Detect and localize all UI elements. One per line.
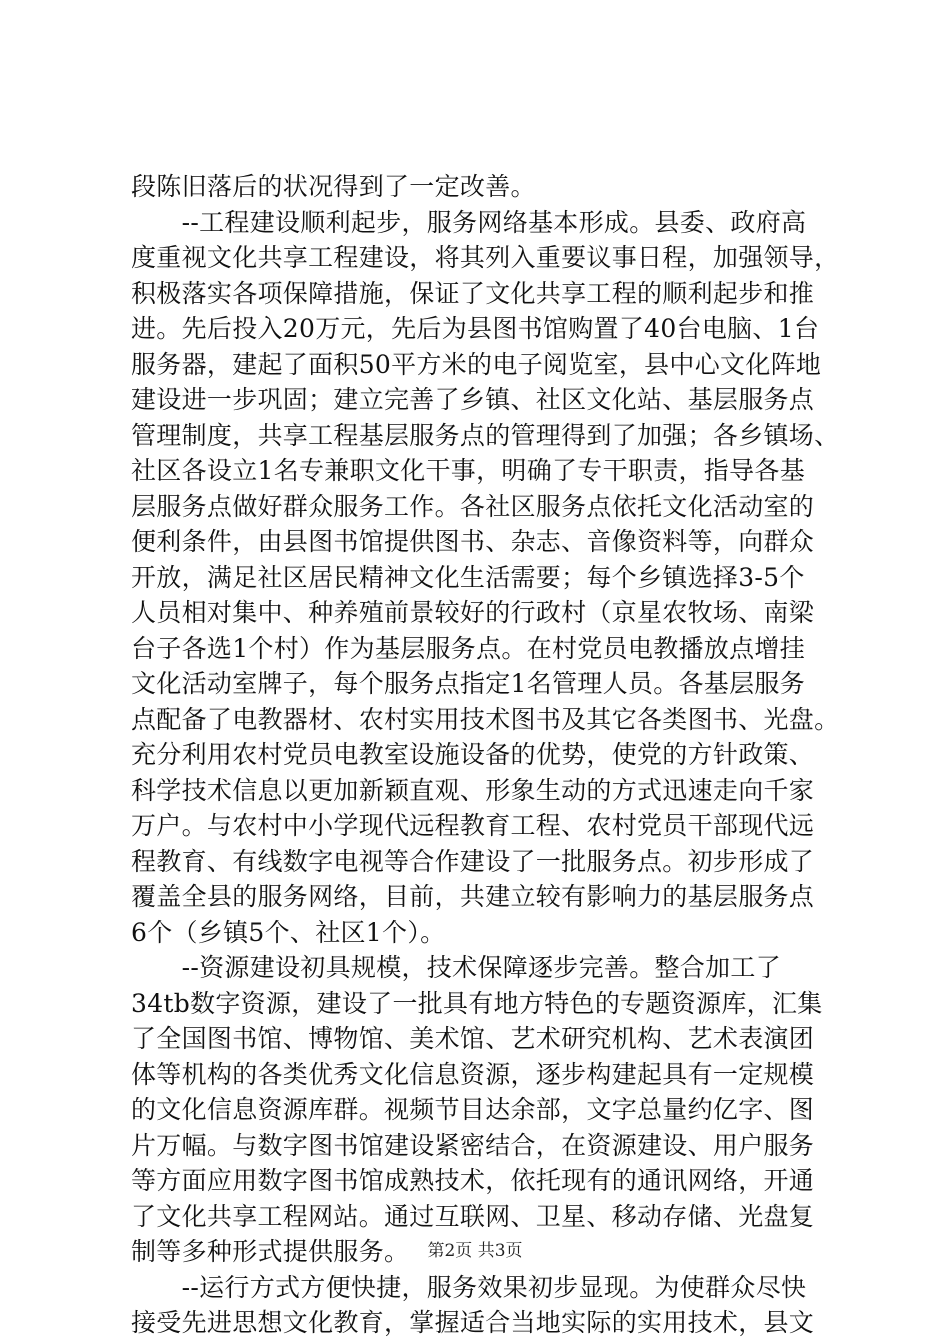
text-line: 科学技术信息以更加新颖直观、形象生动的方式迅速走向千家 <box>131 775 815 805</box>
text-line: 充分利用农村党员电教室设施设备的优势，使党的方针政策、 <box>131 740 815 769</box>
text-line: 台子各选1个村）作为基层服务点。在村党员电教播放点增挂 <box>131 633 806 663</box>
text-line: --工程建设顺利起步，服务网络基本形成。县委、政府高 <box>131 207 807 237</box>
text-line: 文化活动室牌子，每个服务点指定1名管理人员。各基层服务 <box>131 669 806 698</box>
text-line: 社区各设立1名专兼职文化干事，明确了专干职责，指导各基 <box>131 456 806 485</box>
text-line: 片万幅。与数字图书馆建设紧密结合，在资源建设、用户服务 <box>131 1130 815 1160</box>
text-line: 建设进一步巩固；建立完善了乡镇、社区文化站、基层服务点 <box>131 385 815 414</box>
text-line: 开放，满足社区居民精神文化生活需要；每个乡镇选择3-5个 <box>131 562 805 592</box>
text-line: 万户。与农村中小学现代远程教育工程、农村党员干部现代远 <box>131 811 815 840</box>
text-line: 进。先后投入20万元，先后为县图书馆购置了40台电脑、1台 <box>131 314 820 343</box>
page-number-footer: 第2页 共3页 <box>427 1241 523 1261</box>
text-line: 等方面应用数字图书馆成熟技术，依托现有的通讯网络，开通 <box>131 1166 815 1195</box>
text-line: 便利条件，由县图书馆提供图书、杂志、音像资料等，向群众 <box>131 527 815 556</box>
text-line: 度重视文化共享工程建设，将其列入重要议事日程，加强领导， <box>131 243 840 272</box>
text-line: --资源建设初具规模，技术保障逐步完善。整合加工了 <box>131 953 781 982</box>
text-line: 的文化信息资源库群。视频节目达余部，文字总量约亿字、图 <box>131 1095 815 1124</box>
text-line: 制等多种形式提供服务。 <box>131 1237 410 1266</box>
text-line: 接受先进思想文化教育，掌握适合当地实际的实用技术，县文 <box>131 1308 815 1337</box>
document-body <box>131 169 840 1341</box>
text-line: --运行方式方便快捷，服务效果初步显现。为使群众尽快 <box>131 1272 807 1302</box>
text-line: 人员相对集中、种养殖前景较好的行政村（京星农牧场、南梁 <box>131 598 815 627</box>
text-line: 体等机构的各类优秀文化信息资源，逐步构建起具有一定规模 <box>131 1059 815 1089</box>
text-line: 积极落实各项保障措施，保证了文化共享工程的顺利起步和推 <box>131 278 815 308</box>
text-line: 6个（乡镇5个、社区1个）。 <box>131 917 446 947</box>
text-line: 层服务点做好群众服务工作。各社区服务点依托文化活动室的 <box>131 491 815 521</box>
text-line: 程教育、有线数字电视等合作建设了一批服务点。初步形成了 <box>131 846 815 876</box>
text-line: 了全国图书馆、博物馆、美术馆、艺术研究机构、艺术表演团 <box>131 1024 815 1053</box>
text-line: 点配备了电教器材、农村实用技术图书及其它各类图书、光盘。 <box>131 704 840 734</box>
text-line: 段陈旧落后的状况得到了一定改善。 <box>131 172 536 201</box>
text-line: 了文化共享工程网站。通过互联网、卫星、移动存储、光盘复 <box>131 1201 815 1231</box>
text-line: 服务器，建起了面积50平方米的电子阅览室，县中心文化阵地 <box>131 349 822 379</box>
text-line: 34tb数字资源，建设了一批具有地方特色的专题资源库，汇集 <box>131 988 823 1018</box>
text-line: 管理制度，共享工程基层服务点的管理得到了加强；各乡镇场、 <box>131 420 840 450</box>
text-line: 覆盖全县的服务网络，目前，共建立较有影响力的基层服务点 <box>131 882 815 911</box>
